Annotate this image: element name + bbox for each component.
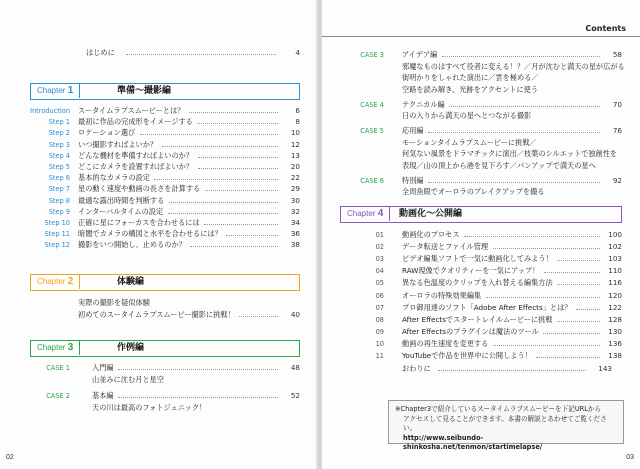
- toc-entry-label: CASE 4: [360, 100, 384, 109]
- toc-entry-label: 04: [375, 267, 384, 276]
- toc-entry-label: Introduction: [30, 107, 70, 115]
- toc-entry-page: 13: [290, 150, 300, 160]
- toc-entry-label: CASE 2: [46, 392, 70, 400]
- toc-entry-title: 最初に作品の完成形をイメージする: [78, 117, 193, 127]
- chapter-3-title: 作例編: [117, 343, 145, 353]
- toc-entry-page: 40: [290, 309, 300, 319]
- toc-entry-page: 8: [295, 117, 300, 127]
- chapter-number: 2: [67, 276, 74, 287]
- toc-entry-page: 136: [608, 338, 622, 348]
- toc-entry-title: データ転送とファイル管理: [402, 242, 489, 252]
- chapter-1-tag: [31, 84, 80, 98]
- toc-entry-title: YouTubeで作品を世界中に公開しよう！: [402, 351, 532, 360]
- toc-entry-label: 03: [375, 255, 384, 264]
- chapter-number: 4: [377, 208, 384, 219]
- chapter-label: Chapter: [37, 343, 66, 352]
- leader-dots: [205, 190, 278, 191]
- leader-dots: [428, 182, 600, 183]
- toc-entry-label: Step 3: [48, 140, 70, 149]
- toc-entry-label: Step 9: [48, 207, 70, 216]
- toc-entry-title: インターバルタイムの設定: [78, 206, 164, 216]
- chapter-1-title: 準備～撮影編: [117, 86, 172, 96]
- note-line-2: アクセスして見ることができます。本書の解説とあわせてご覧ください。: [403, 414, 607, 432]
- toc-entry-page: 38: [290, 240, 300, 250]
- leader-dots: [544, 272, 600, 273]
- toc-entry-page: 20: [290, 162, 300, 171]
- toc-entry-page: 4: [295, 48, 300, 57]
- toc-entry-page: 6: [295, 106, 300, 115]
- leader-dots: [169, 202, 278, 203]
- toc-entry-title: 実際の撮影を疑似体験: [78, 298, 150, 307]
- leader-dots: [486, 297, 600, 298]
- toc-entry-title: 正確に星にフォーカスを合わせるには: [78, 218, 200, 227]
- toc-entry-page: 116: [608, 278, 622, 288]
- toc-entry-title: はじめに: [86, 48, 115, 57]
- toc-entry-label: 07: [375, 303, 384, 312]
- toc-entry-label: CASE 1: [46, 364, 70, 372]
- toc-entry-title: オーロラの特殊効果編集: [402, 290, 482, 300]
- toc-entry-label: Step 10: [44, 219, 70, 227]
- chapter-3-heading: [30, 340, 300, 357]
- toc-entry-title: 空路を読み解き、光跡をアクセントに使う: [402, 84, 539, 94]
- toc-entry-label: Step 5: [48, 163, 70, 171]
- toc-entry-page: 30: [290, 195, 300, 205]
- toc-entry-page: 32: [290, 206, 300, 216]
- toc-entry-page: 22: [290, 173, 300, 183]
- toc-entry-page: 12: [290, 139, 300, 149]
- toc-entry-title: 表現／山の頂上から港を見下ろす／パンアップで満天の星へ: [402, 160, 596, 170]
- left-page: [0, 0, 318, 469]
- note-line-1: ※Chapter3で紹介しているスータイムラプスムービーを下記URLから: [395, 405, 602, 413]
- toc-entry-title: 日の入りから満天の星へとつながる撮影: [402, 111, 532, 120]
- chapter-4-title: 動画化～公開編: [399, 209, 463, 219]
- toc-entry-page: 110: [608, 266, 622, 276]
- toc-entry-page: 29: [290, 184, 300, 194]
- toc-entry-title: おわりに: [402, 364, 431, 373]
- toc-entry-page: 76: [612, 126, 622, 135]
- chapter-4-heading: [340, 206, 622, 223]
- chapter-1-heading: [30, 83, 300, 100]
- leader-dots: [118, 369, 278, 370]
- note-url-link[interactable]: http://www.seibundo-shinkosha.net/tenmon/startimelapse/: [403, 433, 543, 451]
- chapter-label: Chapter: [37, 277, 66, 286]
- toc-entry-page: 34: [290, 218, 300, 227]
- leader-dots: [493, 345, 600, 346]
- leader-dots: [126, 54, 276, 55]
- chapter-label: Chapter: [347, 209, 376, 218]
- toc-entry-page: 52: [290, 391, 300, 400]
- leader-dots: [557, 260, 600, 261]
- toc-entry-label: 08: [375, 315, 384, 324]
- toc-entry-title: 動画化のプロセス: [402, 230, 460, 239]
- toc-entry-label: Step 8: [48, 196, 70, 205]
- toc-entry-page: 36: [290, 229, 300, 239]
- toc-entry-title: 特別編: [402, 175, 424, 185]
- leader-dots: [198, 168, 278, 169]
- toc-entry-title: 最適な露出時間を判断する: [78, 195, 165, 205]
- toc-entry-page: 128: [608, 314, 622, 324]
- leader-dots: [428, 132, 600, 133]
- toc-entry-title: プロ御用達のソフト「Adobe After Effects」とは？: [402, 302, 572, 312]
- url-note-box: [388, 400, 624, 451]
- toc-entry-title: ロケーション選び: [78, 128, 136, 138]
- toc-entry-page: 102: [608, 242, 622, 252]
- toc-entry-title: 星の動く速度や動画の長さを計算する: [78, 184, 201, 194]
- header-rule: [322, 36, 640, 37]
- toc-entry-title: 撮影をいつ開始し、止めるのか？: [78, 240, 186, 250]
- leader-dots: [449, 106, 600, 107]
- leader-dots: [190, 246, 278, 247]
- toc-entry-title: いつ撮影すればよいか？: [78, 139, 158, 149]
- right-page: [322, 0, 640, 469]
- leader-dots: [204, 224, 278, 225]
- leader-dots: [239, 316, 278, 317]
- leader-dots: [140, 134, 278, 135]
- chapter-label: Chapter: [37, 86, 66, 95]
- toc-entry-page: 130: [608, 326, 622, 336]
- toc-entry-label: Step 2: [48, 129, 70, 138]
- toc-entry-title: 基本的なカメラの設定: [78, 173, 150, 183]
- chapter-4-tag: [341, 207, 390, 221]
- toc-entry-title: After Effectsのプラグインは魔法のツール: [402, 326, 539, 336]
- toc-entry-label: 11: [375, 352, 384, 360]
- toc-entry-page: 100: [608, 230, 622, 239]
- toc-entry-page: 58: [612, 50, 622, 59]
- toc-entry-label: Step 4: [48, 151, 70, 160]
- toc-entry-title: テクニカル編: [402, 99, 445, 109]
- leader-dots: [118, 397, 278, 398]
- toc-entry-title: After Effectsでスタートレイルムービーに挑戦: [402, 314, 553, 324]
- toc-entry-title: 邪魔なものはすべて役者に変える！？／月が沈むと満天の星が広がる: [402, 61, 625, 71]
- toc-entry-title: アイデア編: [402, 50, 438, 59]
- leader-dots: [493, 248, 600, 249]
- toc-entry-label: 01: [375, 231, 384, 239]
- toc-entry-label: CASE 5: [360, 127, 384, 135]
- leader-dots: [442, 56, 600, 57]
- toc-entry-page: 92: [612, 175, 622, 185]
- leader-dots: [162, 146, 278, 147]
- leader-dots: [557, 321, 600, 322]
- toc-entry-label: 05: [375, 279, 384, 288]
- leader-dots: [536, 357, 600, 358]
- chapter-number: 3: [67, 342, 74, 353]
- toc-entry-title: 基本編: [92, 391, 114, 400]
- toc-entry-label: Step 6: [48, 174, 70, 183]
- toc-entry-label: 09: [375, 327, 384, 336]
- contents-header: Contents: [585, 24, 626, 33]
- toc-entry-title: 応用編: [402, 126, 424, 135]
- toc-entry-label: 06: [375, 291, 384, 300]
- toc-entry-page: 138: [608, 351, 622, 360]
- toc-entry-title: 全周魚眼でオーロラのブレイクアップを撮る: [402, 187, 545, 196]
- toc-entry-title: モーションタイムラプスムービーに挑戦／: [402, 137, 537, 147]
- toc-entry-label: 02: [375, 243, 384, 252]
- toc-entry-label: Step 7: [48, 185, 70, 194]
- toc-entry-title: スータイムラプスムービーとは？: [78, 106, 185, 115]
- chapter-number: 1: [67, 85, 74, 96]
- leader-dots: [557, 284, 600, 285]
- chapter-2-title: 体験編: [117, 277, 145, 287]
- toc-entry-label: 10: [375, 339, 384, 348]
- toc-entry-title: ビデオ編集ソフトで一気に動画化してみよう！: [402, 254, 553, 264]
- toc-entry-title: 街明かりをしゃれた演出に／雲を極める／: [402, 73, 539, 82]
- toc-entry-title: 入門編: [92, 363, 114, 372]
- toc-entry-title: RAW現像でクオリティーを一気にアップ！: [402, 266, 540, 276]
- toc-entry-page: 103: [608, 254, 622, 264]
- leader-dots: [576, 309, 600, 310]
- toc-entry-page: 122: [608, 302, 622, 312]
- leader-dots: [168, 213, 278, 214]
- leader-dots: [198, 157, 278, 158]
- toc-entry-label: Step 11: [44, 230, 70, 239]
- toc-entry-page: 120: [608, 290, 622, 300]
- toc-entry-title: 暗闇でカメラの構図と水平を合わせるには？: [78, 229, 222, 239]
- toc-entry-page: 70: [612, 99, 622, 109]
- leader-dots: [189, 112, 278, 113]
- toc-entry-page: 143: [598, 364, 612, 373]
- toc-entry-title: 何気ない風景をドラマチックに演出／枝葉のシルエットで独創性を: [402, 149, 618, 158]
- toc-entry-label: Step 1: [48, 118, 70, 127]
- toc-entry-title: どこにカメラを設置すればよいか？: [78, 162, 194, 171]
- chapter-2-tag: [31, 275, 80, 289]
- leader-dots: [543, 333, 600, 334]
- page-number-left: 02: [6, 454, 14, 461]
- toc-entry-title: 天の川は最高のフォトジェニック！: [92, 403, 207, 412]
- toc-entry-title: どんな機材を準備すればよいのか？: [78, 150, 194, 160]
- leader-dots: [226, 235, 278, 236]
- toc-entry-page: 10: [290, 128, 300, 138]
- leader-dots: [154, 179, 278, 180]
- leader-dots: [438, 370, 586, 371]
- toc-entry-title: 動画の再生速度を変更する: [402, 338, 489, 348]
- chapter-3-tag: [31, 341, 80, 355]
- toc-entry-label: CASE 6: [360, 176, 384, 185]
- leader-dots: [197, 123, 278, 124]
- toc-entry-title: 山並みに沈む月と星空: [92, 375, 164, 384]
- toc-entry-title: 初めてのスータイムラプスムービー撮影に挑戦！: [78, 309, 235, 319]
- toc-entry-label: CASE 3: [360, 51, 384, 59]
- page-number-right: 03: [626, 454, 634, 461]
- toc-entry-label: Step 12: [44, 241, 70, 250]
- chapter-2-heading: [30, 274, 300, 291]
- toc-entry-title: 異なる色温度のクリップを入れ替える編集方法: [402, 278, 553, 288]
- leader-dots: [464, 236, 600, 237]
- toc-entry-page: 48: [290, 363, 300, 372]
